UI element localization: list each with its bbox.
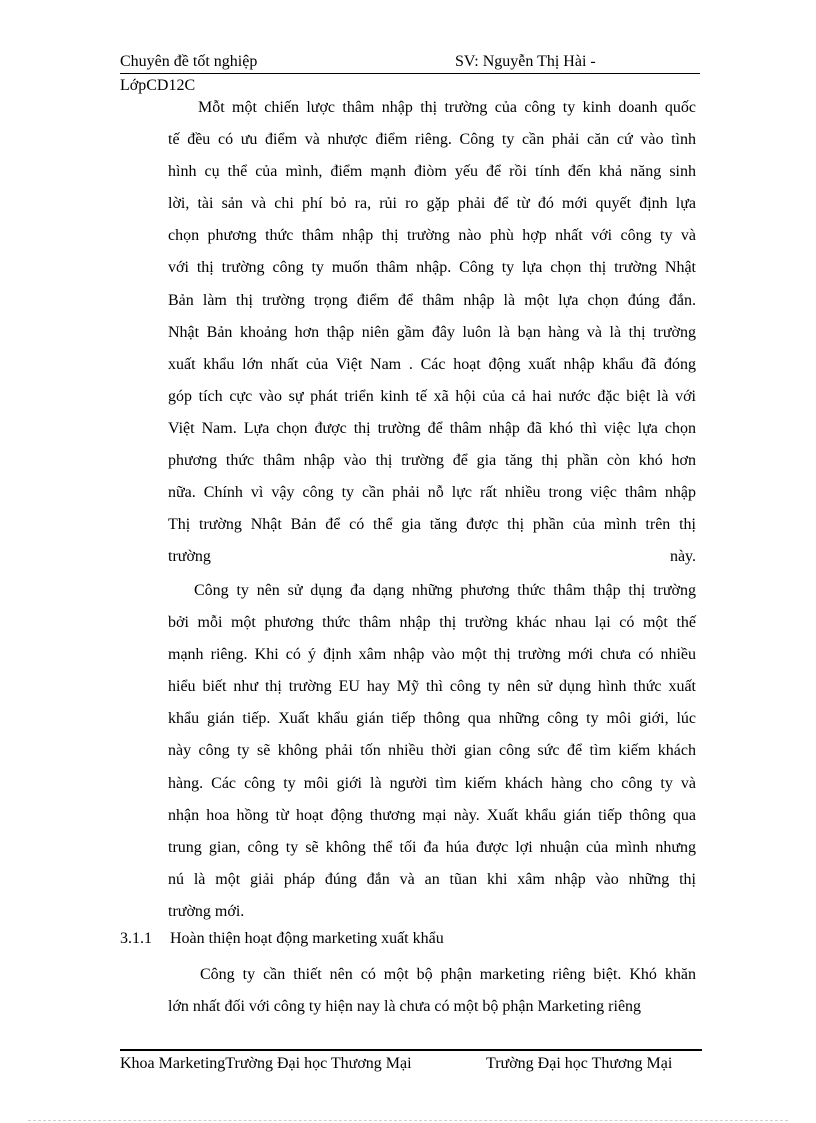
paragraph-2-line: nú là một giải pháp đúng đắn và an tũan khi xâm nhập vào những thị	[168, 870, 696, 888]
paragraph-3-line: lớn nhất đối với công ty hiện nay là chưa có một bộ phận Marketing riêng	[168, 998, 642, 1016]
paragraph-2-line: trường mới.	[168, 902, 245, 920]
paragraph-1-line: Mỗt một chiến lược thâm nhập thị trường của công ty kinh doanh quốc	[198, 99, 696, 116]
paragraph-1-line: Bản làm thị trường trọng điểm để thâm nhập là một lựa chọn đúng đắn.	[168, 291, 696, 309]
section-title: Hoàn thiện hoạt động marketing xuất khẩu	[170, 930, 444, 947]
page-edge	[28, 1120, 788, 1121]
page-footer-right: Trường Đại học Thương Mại	[486, 1055, 673, 1072]
paragraph-2-line: hiểu biết như thị trường EU hay Mỹ thì công ty nên sử dụng hình thức xuất	[168, 678, 696, 696]
paragraph-1-line: nữa. Chính vì vậy công ty cần phải nỗ lực rất nhiều trong việc thâm nhập	[168, 484, 696, 502]
paragraph-2-line: trung gian, công ty sẽ không thể tối đa húa được lợi nhuận của mình nhưng	[168, 838, 696, 856]
paragraph-2-line: hàng. Các công ty môi giới là người tìm kiếm khách hàng cho công ty và	[168, 774, 696, 792]
paragraph-1-line: với thị trường công ty muốn thâm nhập. Công ty lựa chọn thị trường Nhật	[168, 259, 696, 277]
section-number: 3.1.1	[120, 930, 152, 947]
footer-rule	[120, 1049, 702, 1051]
paragraph-1-line: lời, tài sản và chi phí bỏ ra, rủi ro gặp phải để từ đó mới quyết định lựa	[168, 195, 696, 213]
page-header-left: Chuyên đề tốt nghiệp	[120, 53, 258, 70]
paragraph-2-line: mạnh riêng. Khi có ý định xâm nhập vào một thị trường mới chưa có nhiều	[168, 646, 696, 664]
page-footer-left: Khoa MarketingTrường Đại học Thương Mại	[120, 1055, 412, 1072]
paragraph-2-line: khẩu gián tiếp. Xuất khẩu gián tiếp thông qua những công ty môi giới, lúc	[168, 710, 696, 728]
header-rule	[120, 73, 700, 74]
paragraph-3-line: Công ty cần thiết nên có một bộ phận marketing riêng biệt. Khó khăn	[200, 966, 696, 983]
paragraph-3	[168, 959, 696, 1023]
paragraph-1-line: trường này.	[168, 548, 696, 566]
paragraph-2-line: nhận hoa hồng từ hoạt động thương mại này. Xuất khẩu gián tiếp thông qua	[168, 806, 696, 824]
paragraph-1	[168, 92, 696, 573]
page-header-right: SV: Nguyễn Thị Hài -	[455, 53, 596, 70]
paragraph-1-line: hình cụ thể của mình, điểm mạnh điòm yếu để rồi tính đến khả năng sinh	[168, 163, 696, 181]
paragraph-1-line: góp tích cực vào sự phát triển kinh tế xã hội của cả hai nước đặc biệt là với	[168, 387, 696, 405]
paragraph-1-line: Thị trường Nhật Bản để có thể gia tăng được thị phần của mình trên thị	[168, 516, 696, 534]
paragraph-1-line: chọn phương thức thâm nhập thị trường nào phù hợp nhất với công ty và	[168, 227, 696, 245]
paragraph-1-line: Nhật Bản khoảng hơn thập niên gầm đây luôn là bạn hàng và là thị trường	[168, 323, 696, 341]
paragraph-2-line: này công ty sẽ không phải tốn nhiều thời gian công sức để tìm kiếm khách	[168, 742, 696, 760]
page-header-continuation: LớpCD12C	[120, 77, 196, 94]
paragraph-1-line: Việt Nam. Lựa chọn được thị trường để thâm nhập đã khó thì việc lựa chọn	[168, 419, 696, 437]
paragraph-2-line: Công ty nên sử dụng đa dạng những phương thức thâm thập thị trường	[194, 582, 696, 599]
paragraph-2	[168, 575, 696, 928]
paragraph-1-line: tế đều có ưu điểm và nhược điểm riêng. Công ty cần phải căn cứ vào tình	[168, 131, 696, 149]
paragraph-1-line: xuất khẩu lớn nhất của Việt Nam . Các hoạt động xuất nhập khẩu đã đóng	[168, 355, 696, 373]
paragraph-2-line: bởi mỗi một phương thức thâm nhập thị trường khác nhau lại có một thế	[168, 614, 696, 632]
paragraph-1-line: phương thức thâm nhập vào thị trường để gia tăng thị phần còn khó hơn	[168, 452, 696, 470]
